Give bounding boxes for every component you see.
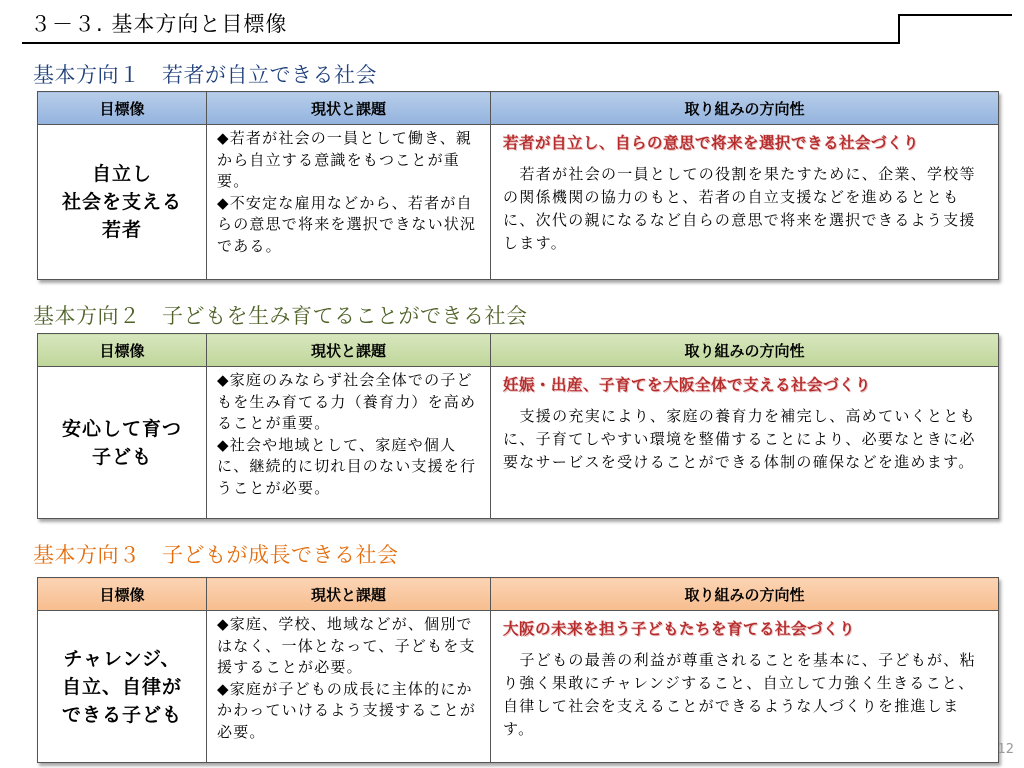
title-corner-frame (898, 14, 1012, 44)
goal-line: 安心して育つ (61, 417, 182, 440)
direction-text: 支援の充実により、家庭の養育力を補完し、高めていくとともに、子育てしやすい環境を整備することにより、必要なときに必要なサービスを受けることができる体制の確保などを進めます。 (503, 407, 976, 471)
table-row (38, 611, 999, 763)
goal-table-3 (37, 577, 999, 763)
direction-slogan: 妊娠・出産、子育てを大阪全体で支える社会づくり (503, 376, 872, 394)
section-heading-1: 基本方向１ 若者が自立できる社会 (33, 63, 377, 87)
issue-item: ◆社会や地域として、家庭や個人に、継続的に切れ目のない支援を行うことが必要。 (217, 435, 477, 497)
section-heading-3: 基本方向３ 子どもが成長できる社会 (33, 543, 399, 567)
column-header-direction: 取り組みの方向性 (491, 92, 999, 125)
issues-cell (207, 367, 491, 519)
goal-line: 社会を支える (61, 191, 182, 213)
column-header-goal: 目標像 (38, 92, 207, 125)
section-heading-2: 基本方向２ 子どもを生み育てることができる社会 (33, 304, 528, 328)
goal-cell (38, 125, 207, 280)
goal-line: 自立、自律が (61, 675, 182, 698)
goal-cell (38, 367, 207, 519)
goal-cell (38, 611, 207, 763)
issues-cell (207, 125, 491, 280)
column-header-direction: 取り組みの方向性 (491, 334, 999, 367)
title-rule (22, 42, 898, 44)
column-header-goal: 目標像 (38, 334, 207, 367)
direction-cell (491, 367, 999, 519)
direction-slogan: 大阪の未来を担う子どもたちを育てる社会づくり (503, 620, 856, 638)
goal-table-2 (37, 333, 999, 519)
issue-item: ◆不安定な雇用などから、若者が自らの意思で将来を選択できない状況である。 (217, 193, 477, 255)
issue-item: ◆若者が社会の一員として働き、親から自立する意識をもつことが重要。 (217, 129, 473, 190)
direction-slogan: 若者が自立し、自らの意思で将来を選択できる社会づくり (503, 134, 920, 152)
goal-table-1 (37, 91, 999, 280)
issue-item: ◆家庭が子どもの成長に主体的にかかわっていけるよう支援することが必要。 (217, 679, 477, 741)
table-header-row (38, 334, 999, 367)
page-title: ３－３. 基本方向と目標像 (30, 12, 288, 36)
table-header-row (38, 578, 999, 611)
table-row (38, 367, 999, 519)
issues-cell (207, 611, 491, 763)
table-header-row (38, 92, 999, 125)
direction-text: 子どもの最善の利益が尊重されることを基本に、子どもが、粘り強く果敢にチャレンジすること、自立して力強く生きること、自律して社会を支えることができるような人づくりを推進します。 (503, 651, 976, 738)
goal-line: 子ども (91, 445, 152, 468)
goal-line: 若者 (101, 219, 142, 241)
column-header-issues: 現状と課題 (207, 334, 491, 367)
column-header-direction: 取り組みの方向性 (491, 578, 999, 611)
goal-line: チャレンジ、 (63, 647, 181, 670)
column-header-issues: 現状と課題 (207, 578, 491, 611)
column-header-goal: 目標像 (38, 578, 207, 611)
goal-line: 自立し (91, 163, 152, 185)
direction-text: 若者が社会の一員としての役割を果たすために、企業、学校等の関係機関の協力のもと、若者の自立支援などを進めるとともに、次代の親になるなど自らの意思で将来を選択できるよう支援します。 (503, 165, 976, 252)
table-row (38, 125, 999, 280)
direction-cell (491, 611, 999, 763)
issue-item: ◆家庭のみならず社会全体での子どもを生み育てる力（養育力）を高めることが重要。 (217, 371, 477, 432)
issue-item: ◆家庭、学校、地域などが、個別ではなく、一体となって、子どもを支援することが必要。 (217, 615, 476, 676)
page-number: 12 (997, 742, 1014, 757)
column-header-issues: 現状と課題 (207, 92, 491, 125)
goal-line: できる子ども (61, 703, 182, 726)
direction-cell (491, 125, 999, 280)
